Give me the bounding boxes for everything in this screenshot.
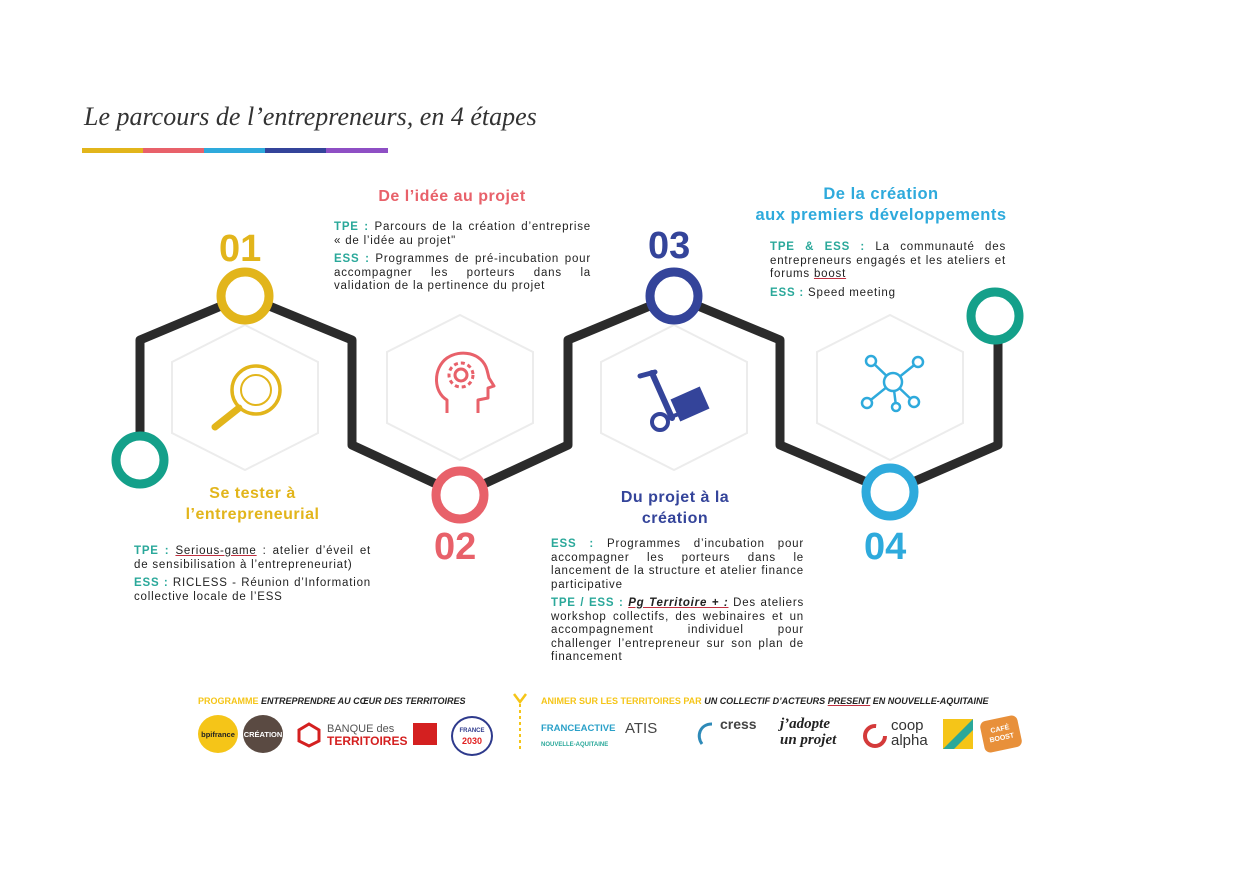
item-text: : atelier d’éveil et de sensibilisation à l’entrepreneuriat) xyxy=(134,545,372,571)
coop-bottom: alpha xyxy=(891,732,928,749)
creation-text: CRÉATION xyxy=(243,729,283,739)
step-1-item xyxy=(134,545,371,572)
step-2-item xyxy=(334,253,591,294)
step-4-description xyxy=(770,241,1006,305)
bpifrance-text: bpifrance xyxy=(201,729,235,739)
item-text: RICLESS - Réunion d’Information collective locale de l’ESS xyxy=(134,577,371,603)
step-4-number: 04 xyxy=(864,526,907,568)
step-4-circle xyxy=(866,468,914,516)
franceactive-sub: NOUVELLE-AQUITAINE xyxy=(541,742,609,748)
step-4-title-line: aux premiers développements xyxy=(755,206,1007,224)
step-3-circle xyxy=(650,272,698,320)
region-text: EN NOUVELLE-AQUITAINE xyxy=(870,696,989,706)
item-label: TPE / ESS : xyxy=(551,597,624,609)
step-1-circle xyxy=(221,272,269,320)
banque-territoires-logo xyxy=(327,723,407,747)
item-highlight: Pg Territoire + : xyxy=(628,597,729,609)
cress-swirl-icon xyxy=(694,720,716,750)
france-2030-top: FRANCE xyxy=(459,728,485,734)
item-label: TPE : xyxy=(334,221,369,233)
france-2030-logo xyxy=(451,716,493,756)
step-3-item xyxy=(551,597,804,665)
item-text: Parcours de la création d’entreprise « de l’idée au projet" xyxy=(334,221,591,247)
cafe-top: CAFÉ xyxy=(990,724,1011,736)
banque-top: BANQUE des xyxy=(327,723,395,735)
present-text: PRESENT xyxy=(827,696,871,706)
footer-separator xyxy=(510,692,530,754)
step-3-title-line: Du projet à la xyxy=(620,489,730,506)
step-2-description xyxy=(334,221,591,299)
caisse-depots-square xyxy=(413,723,437,745)
step-2-item xyxy=(334,221,591,248)
step-3-number: 03 xyxy=(648,225,691,267)
page-title: Le parcours de l’entrepreneurs, en 4 étapes xyxy=(84,102,537,131)
step-4-title-line: De la création xyxy=(823,185,939,203)
item-label: TPE : xyxy=(134,545,170,557)
step-1-title-line: l’entrepreneurial xyxy=(185,506,320,523)
coop-top: coop xyxy=(891,717,924,734)
hexagon-3 xyxy=(601,325,747,470)
item-highlight: Serious-game xyxy=(175,545,257,557)
franceactive-text: FRANCEACTIVE xyxy=(541,723,616,734)
step-3-title-line: création xyxy=(641,510,709,527)
start-circle xyxy=(116,436,164,484)
step-1-description xyxy=(134,545,371,609)
banque-territoires-mark-icon xyxy=(296,722,322,748)
step-4-item xyxy=(770,287,1006,301)
collectif-text: UN COLLECTIF D’ACTEURS xyxy=(701,696,828,706)
item-text: La communauté des entrepreneurs engagés et les ateliers et forums xyxy=(770,241,1006,280)
jadopte-logo xyxy=(780,716,836,748)
item-label: ESS : xyxy=(551,538,595,550)
cress-text: cress xyxy=(720,716,757,732)
step-1-number: 01 xyxy=(219,228,262,270)
step-3-item xyxy=(551,538,804,592)
coop-alpha-logo xyxy=(891,718,928,748)
step-3-description xyxy=(551,538,804,670)
jadopte-bottom: un projet xyxy=(780,732,837,748)
program-label: PROGRAMME xyxy=(198,696,259,706)
creation-logo xyxy=(243,715,283,753)
program-rest: ENTREPRENDRE AU CŒUR DES TERRITOIRES xyxy=(258,696,466,706)
item-text: Programmes de pré-incubation pour accompagner les porteurs dans la validation de la pertinence du projet xyxy=(334,253,591,292)
item-label: ESS : xyxy=(770,286,805,299)
cafe-bottom: BOOST xyxy=(989,732,1015,745)
banque-bottom: TERRITOIRES xyxy=(327,734,408,748)
bpifrance-logo xyxy=(198,715,238,753)
atis-logo: ATIS xyxy=(625,720,658,737)
coop-alpha-mark-icon xyxy=(861,722,889,750)
step-2-number: 02 xyxy=(434,526,477,568)
item-tail: boost xyxy=(813,268,847,280)
jadopte-top: j’adopte xyxy=(780,716,830,732)
animer-label: ANIMER SUR LES TERRITOIRES PAR xyxy=(541,696,702,706)
step-4-item xyxy=(770,241,1006,282)
step-1-title-line: Se tester à xyxy=(209,485,296,502)
item-text: Programmes d’incubation pour accompagner les porteurs dans le lancement de la structure et atelier finance participative xyxy=(551,538,804,591)
franceactive-logo xyxy=(541,723,615,751)
item-label: ESS : xyxy=(134,577,169,589)
item-text: Speed meeting xyxy=(804,286,896,299)
step-3-title xyxy=(580,487,770,529)
step-4-title xyxy=(720,184,1042,226)
item-label: ESS : xyxy=(334,253,370,265)
step-2-circle xyxy=(436,471,484,519)
footer-program-line xyxy=(198,696,466,706)
footer-collective-line xyxy=(541,696,989,706)
hexagon-2 xyxy=(387,315,533,460)
aftral-logo-icon xyxy=(942,718,974,750)
step-2-title xyxy=(332,186,572,207)
item-text: Des ateliers workshop collectifs, des webinaires et un accompagnement individuel pour challenger l’entrepreneur sur son plan de financement xyxy=(551,597,805,663)
france-2030-bottom: 2030 xyxy=(461,736,483,746)
hexagon-1 xyxy=(172,325,318,470)
item-label: TPE & ESS : xyxy=(770,241,866,253)
step-1-item xyxy=(134,577,371,604)
step-1-title xyxy=(150,483,355,525)
step-2-title-line: De l’idée au projet xyxy=(378,188,526,205)
